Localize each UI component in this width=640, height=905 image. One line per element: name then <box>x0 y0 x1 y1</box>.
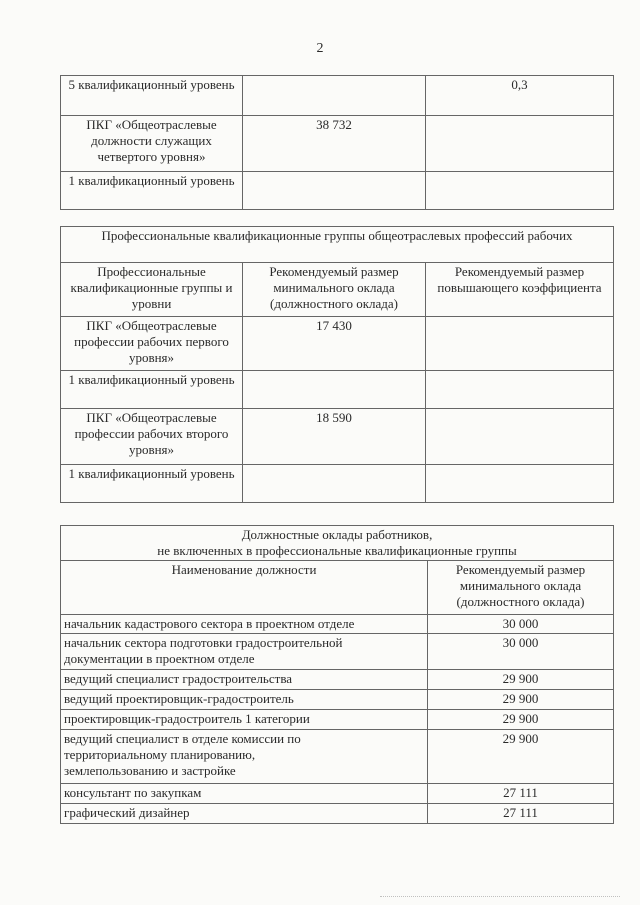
qualification-name-cell: ПКГ «Общеотраслевые должности служащих четвертого уровня» <box>61 116 243 172</box>
table-title-row <box>61 227 614 263</box>
table-row <box>61 804 614 824</box>
position-name-cell: консультант по закупкам <box>61 784 428 804</box>
table-row <box>61 76 614 116</box>
column-header-coefficient: Рекомендуемый размер повышающего коэффициента <box>426 263 614 317</box>
position-name-cell <box>61 730 428 784</box>
position-name-cell: ведущий специалист градостроительства <box>61 670 428 690</box>
salary-cell: 29 900 <box>428 730 614 784</box>
table-row <box>61 690 614 710</box>
qualification-name-cell: 1 квалификационный уровень <box>61 172 243 210</box>
table-header-row <box>61 561 614 615</box>
coefficient-cell <box>426 116 614 172</box>
table-row <box>61 409 614 465</box>
position-name-cell: начальник сектора подготовки градостроительной документации в проектном отделе <box>61 634 428 670</box>
column-header-position: Наименование должности <box>61 561 428 615</box>
continuation-table <box>60 75 614 210</box>
coefficient-cell: 0,3 <box>426 76 614 116</box>
salary-cell: 27 111 <box>428 804 614 824</box>
salary-cell: 17 430 <box>243 317 426 371</box>
column-header-groups: Профессиональные квалификационные группы и уровни <box>61 263 243 317</box>
column-header-salary: Рекомендуемый размер минимального оклада (должностного оклада) <box>428 561 614 615</box>
qualification-name-cell: 1 квалификационный уровень <box>61 465 243 503</box>
table-row <box>61 116 614 172</box>
position-name-cell: начальник кадастрового сектора в проектном отделе <box>61 615 428 634</box>
salary-cell: 29 900 <box>428 710 614 730</box>
salary-cell <box>243 465 426 503</box>
table-row <box>61 371 614 409</box>
table-row <box>61 670 614 690</box>
table-title-row <box>61 526 614 561</box>
salary-cell: 30 000 <box>428 634 614 670</box>
worker-professions-table <box>60 226 614 503</box>
qualification-name-cell: ПКГ «Общеотраслевые профессии рабочих первого уровня» <box>61 317 243 371</box>
salary-cell: 27 111 <box>428 784 614 804</box>
table-header-row <box>61 263 614 317</box>
coefficient-cell <box>426 172 614 210</box>
salary-cell <box>243 76 426 116</box>
salary-cell: 30 000 <box>428 615 614 634</box>
table-title-line-1: Должностные оклады работников, <box>241 527 433 542</box>
table-row <box>61 730 614 784</box>
table-row <box>61 634 614 670</box>
table-title <box>61 526 614 561</box>
table-row <box>61 317 614 371</box>
column-header-salary: Рекомендуемый размер минимального оклада (должностного оклада) <box>243 263 426 317</box>
coefficient-cell <box>426 371 614 409</box>
coefficient-cell <box>426 317 614 371</box>
page-number: 2 <box>316 41 324 56</box>
salary-cell: 29 900 <box>428 670 614 690</box>
table-title-line-2: не включенных в профессиональные квалификационные группы <box>157 543 517 558</box>
position-name-cell: графический дизайнер <box>61 804 428 824</box>
qualification-name-cell: ПКГ «Общеотраслевые профессии рабочих второго уровня» <box>61 409 243 465</box>
other-positions-table <box>60 525 614 824</box>
table-row <box>61 784 614 804</box>
position-name-cell: ведущий проектировщик-градостроитель <box>61 690 428 710</box>
table-row <box>61 710 614 730</box>
salary-cell <box>243 371 426 409</box>
salary-cell: 29 900 <box>428 690 614 710</box>
position-name-cell: проектировщик-градостроитель 1 категории <box>61 710 428 730</box>
table-row <box>61 615 614 634</box>
qualification-name-cell: 5 квалификационный уровень <box>61 76 243 116</box>
salary-cell <box>243 172 426 210</box>
coefficient-cell <box>426 409 614 465</box>
position-name-text: ведущий специалист в отделе комиссии по территориальному планированию, землепользованию и застройке <box>64 731 301 778</box>
scan-edge-mark <box>380 896 620 903</box>
salary-cell: 38 732 <box>243 116 426 172</box>
table-row <box>61 465 614 503</box>
coefficient-cell <box>426 465 614 503</box>
table-title: Профессиональные квалификационные группы общеотраслевых профессий рабочих <box>61 227 614 263</box>
qualification-name-cell: 1 квалификационный уровень <box>61 371 243 409</box>
salary-cell: 18 590 <box>243 409 426 465</box>
table-row <box>61 172 614 210</box>
